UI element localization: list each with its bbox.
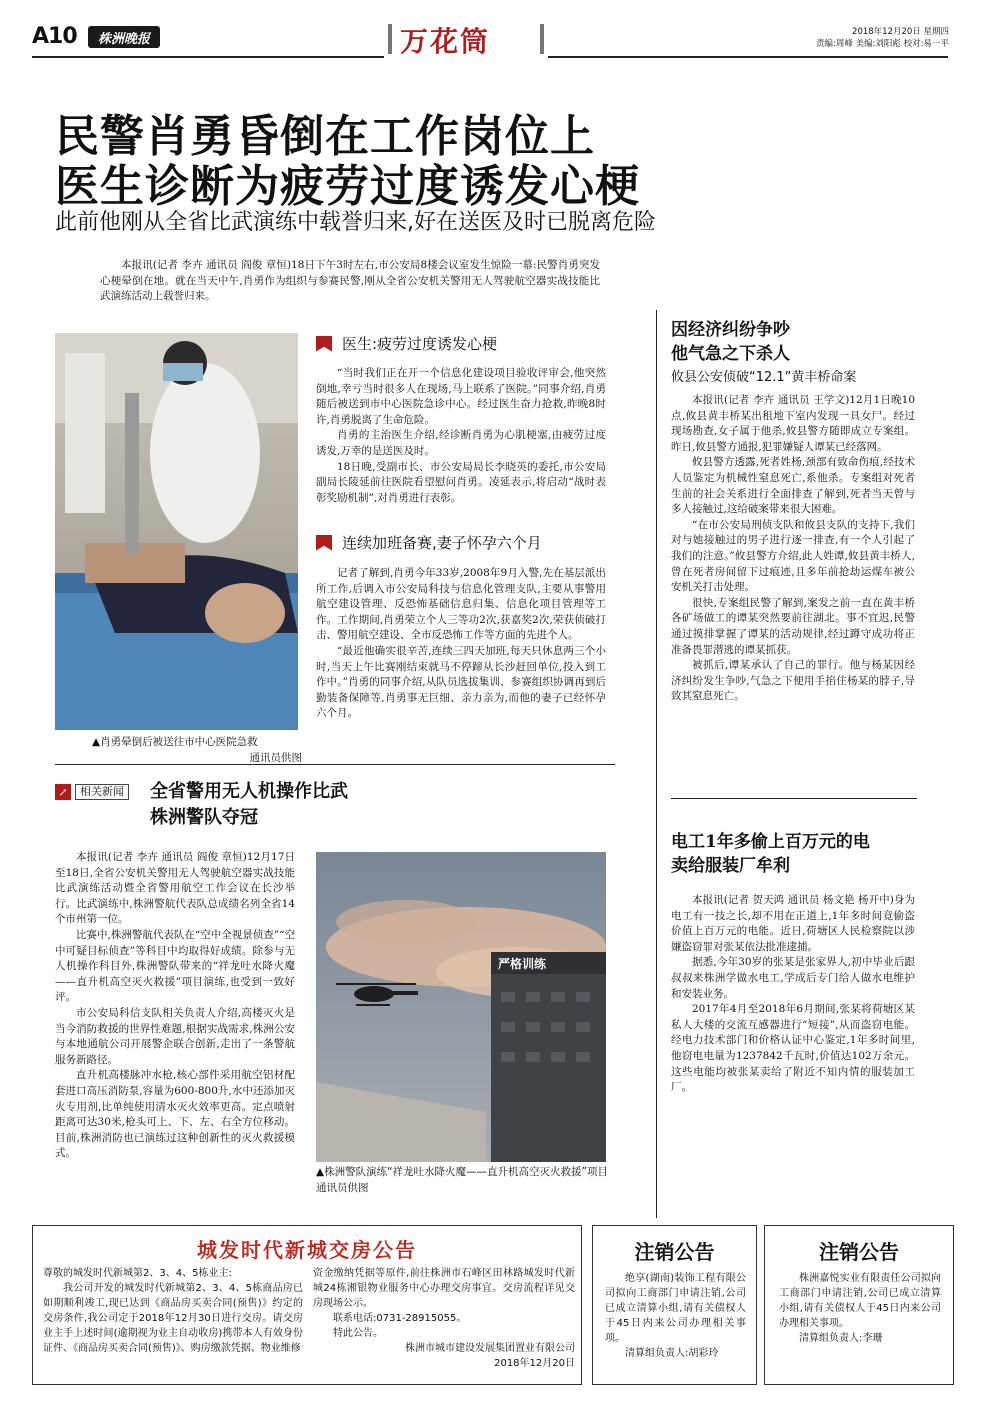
section-title: 万花筒 bbox=[400, 25, 491, 58]
side1-paragraph: “在市公安局刑侦支队和攸县支队的支持下,我们对与她接触过的男子进行逐一排查,有一个人引起了我们的注意。”攸县警方介绍,此人姓谭,攸县黄丰桥人,曾在死者房间留下过痕迹,且多年前抢劫运煤车被公安机关打击处理。 bbox=[671, 518, 915, 594]
lead-paragraph: “当时我们正在开一个信息化建设项目验收评审会,他突然倒地,幸亏当时很多人在现场,马上联系了医院。”同事介绍,肖勇随后被送到市中心医院急诊中心。经过医生奋力抢救,昨晚8时许,肖勇脱离了生命危险。 bbox=[316, 367, 606, 426]
notice-handover-body-left: 我公司开发的城发时代新城第2、3、4、5栋商品房已如期顺利竣工,现已达到《商品房买卖合同(预售)》约定的交房条件,我公司定于2018年12月30日进行交房。请交房业主手上述时间(逾期视为业主自动收房)携带本人有效身份证件、《商品房买卖合同(预售)》、购房缴款凭据、物业维修 bbox=[43, 1283, 303, 1354]
lead-paragraph: 18日晚,受副市长、市公安局局长李晓英的委托,市公安局副局长陵延前往医院看望慰问肖勇。凌延表示,将启动“战时表彰奖励机制”,对肖勇进行表彰。 bbox=[316, 460, 606, 504]
side1-headline-line1: 因经济纠纷争吵 bbox=[671, 320, 790, 340]
notice-handover-title: 城发时代新城交房公告 bbox=[197, 1238, 417, 1262]
lead-subheadline: 此前他刚从全省比武演练中载誉归来,好在送医及时已脱离危险 bbox=[55, 210, 656, 235]
masthead-bar-right bbox=[540, 24, 544, 54]
notice-dereg-1-body: 绝享(湖南)装饰工程有限公司拟向工商部门申请注销,公司已成立清算小组,请有关债权人于45日内来公司办理相关事项。 bbox=[605, 1273, 746, 1344]
side1-headline-line2: 他气急之下杀人 bbox=[671, 344, 790, 364]
related-paragraph: 比赛中,株洲警航代表队在“空中全视景侦查”“空中可疑目标侦查”等科目中均取得好成绩。除参与无人机操作科目外,株洲警队带来的“祥龙吐水降火魔——直升机高空灭火救援”项目演练,也受到一致好评。 bbox=[55, 928, 295, 1004]
editor-credits: 责编:周峰 美编:刘阳彪 校对:易一平 bbox=[816, 39, 949, 49]
related-headline-line1: 全省警用无人机操作比武 bbox=[150, 781, 348, 802]
column-divider bbox=[656, 310, 657, 1218]
masthead-rule-left bbox=[32, 56, 384, 58]
notice-handover-right bbox=[313, 1266, 575, 1371]
related-news-label: 相关新闻 bbox=[75, 784, 129, 800]
side1-paragraph: 被抓后,谭某承认了自己的罪行。他与杨某因经济纠纷发生争吵,气急之下便用手掐住杨某的脖子,导致其窒息死亡。 bbox=[671, 659, 915, 703]
paper-logo: 株洲晚报 bbox=[88, 26, 160, 48]
issue-date: 2018年12月20日 星期四 bbox=[852, 27, 949, 37]
notice-dereg-1 bbox=[592, 1225, 757, 1385]
lead-subhead-doctor-text: 医生:疲劳过度诱发心梗 bbox=[342, 335, 498, 353]
side2-headline-line2: 卖给服装厂牟利 bbox=[671, 856, 790, 876]
related-paragraph: 直升机高楼脉冲水枪,核心部件采用航空铝材配套进口高压消防泵,容量为600-800升,水中还添加灭火专用剂,比单纯使用清水灭火效率更高。定点喷射距离可达30米,枪头可上、下、左、右全方位移动。目前,株洲消防也已演练过这种创新性的灭火救援模式。 bbox=[55, 1069, 295, 1160]
related-news-tag bbox=[55, 784, 129, 800]
related-arrow-icon: ↗ bbox=[55, 784, 71, 800]
lead-intro bbox=[100, 258, 600, 305]
side1-body bbox=[671, 393, 915, 705]
side2-paragraph: 2017年4月至2018年6月期间,张某将荷塘区某私人大楼的交流互感器进行“短接”,从而盗窃电能。经电力技术部门和价格认证中心鉴定,1年多时间里,他窃电电量为1237842千瓦时,价值达102万余元。这些电能均被张某卖给了附近不知内情的服装加工厂。 bbox=[671, 1003, 915, 1094]
lead-subhead-doctor bbox=[316, 333, 497, 354]
related-body bbox=[55, 850, 295, 1162]
related-top-rule bbox=[55, 764, 615, 765]
lead-subhead-overtime-text: 连续加班备赛,妻子怀孕六个月 bbox=[342, 534, 542, 552]
side1-subheadline: 攸县公安侦破“12.1”黄丰桥命案 bbox=[671, 370, 857, 385]
hospital-photo-credit: 通讯员供图 bbox=[249, 752, 302, 764]
lead-headline-line1: 民警肖勇昏倒在工作岗位上 bbox=[55, 111, 595, 162]
banner-text: 严格训练 bbox=[498, 957, 547, 971]
lead-paragraph: 肖勇的主治医生介绍,经诊断肖勇为心肌梗塞,由疲劳过度诱发,万幸的是送医及时。 bbox=[316, 429, 606, 457]
notice-dereg-2-contact: 清算组负责人:李珊 bbox=[799, 1333, 883, 1344]
lead-section-overtime bbox=[316, 566, 606, 722]
lead-paragraph: “最近他确实很辛苦,连续三四天加班,每天只休息两三个小时,当天上午比赛刚结束就马不停蹄从长沙赶回单位,投入到工作中。”肖勇的同事介绍,从队员选拔集训、参赛组织协调再到后勤装备保障等,肖勇事无巨细、亲力亲为,而他的妻子已经怀孕六个月。 bbox=[316, 644, 606, 720]
side1-paragraph: 很快,专案组民警了解到,案发之前一直在黄丰桥各矿场做工的谭某突然要前往湖北。事不宜迟,民警通过摸排掌握了谭某的活动规律,经过蹲守成功将正准备畏罪潜逃的谭某抓获。 bbox=[671, 596, 915, 656]
subhead-marker-icon bbox=[316, 336, 332, 352]
notice-dereg-2-body: 株洲嘉悦实业有限责任公司拟向工商部门申请注销,公司已成立清算小组,请有关债权人于45日内来公司办理相关事项。 bbox=[779, 1273, 941, 1329]
hospital-photo-caption-text: ▲肖勇晕倒后被送往市中心医院急救 bbox=[92, 736, 258, 748]
notice-dereg-2-title: 注销公告 bbox=[819, 1240, 899, 1264]
hospital-photo-image bbox=[55, 333, 298, 730]
lead-paragraph: 记者了解到,肖勇今年33岁,2008年9月入警,先在基层派出所工作,后调入市公安局科技与信息化管理支队,主要从事警用航空建设管理、反恐怖基础信息归集、信息化项目管理等工作。工作期间,肖勇荣立个人三等功2次,获嘉奖2次,荣获侦破打击、警用航空建设、全市反恐怖工作等方面的先进个人。 bbox=[316, 567, 606, 642]
related-paragraph: 市公安局科信支队相关负责人介绍,高楼灭火是当今消防救援的世界性难题,根据实战需求,株洲公安与本地通航公司开展警企联合创新,走出了一条警航服务新路径。 bbox=[55, 1006, 295, 1066]
side1-paragraph: 攸县警方透露,死者姓杨,颈部有致命伤痕,经技术人员鉴定为机械性窒息死亡,系他杀。专案组对死者生前的社会关系进行全面排查了解到,死者当天曾与多人接触过,这给破案带来很大困难。 bbox=[671, 456, 915, 516]
masthead-rule-right bbox=[548, 56, 948, 58]
masthead-bar-left bbox=[388, 24, 392, 54]
notice-handover-left bbox=[43, 1266, 303, 1356]
notice-dereg-1-contact: 清算组负责人:胡彩玲 bbox=[625, 1348, 719, 1359]
lead-subhead-overtime bbox=[316, 532, 542, 553]
side2-body bbox=[671, 893, 915, 1096]
masthead-info bbox=[816, 26, 949, 50]
notice-handover-body-right: 资金缴纳凭据等原件,前往株洲市石峰区田林路城发时代新城24栋湘银物业服务中心办理交房事宜。交房流程详见交房现场公示。 bbox=[313, 1268, 575, 1309]
notice-handover-date: 2018年12月20日 bbox=[494, 1358, 575, 1369]
notice-handover-closing: 特此公告。 bbox=[333, 1328, 383, 1339]
hospital-photo-caption bbox=[92, 734, 302, 766]
notice-handover-signature: 株洲市城市建设发展集团置业有限公司 bbox=[405, 1343, 575, 1354]
related-headline-line2: 株洲警队夺冠 bbox=[150, 807, 258, 828]
lead-section-doctor bbox=[316, 366, 606, 506]
side1-paragraph: 本报讯(记者 李卉 通讯员 王学文)12月1日晚10点,攸县黄丰桥某出租地下室内发现一具女尸。经过现场勘查,女子属于他杀,攸县警方随即成立专案组。昨日,攸县警方通报,犯罪嫌疑人谭某已经落网。 bbox=[671, 394, 915, 453]
related-paragraph: 本报讯(记者 李卉 通讯员 阎俊 章恒)12月17日至18日,全省公安机关警用无人驾驶航空器实战技能比武演练活动暨全省警用航空工作会议在长沙举行。比武演练中,株洲警航代表队总成绩名列全省14个市州第一位。 bbox=[55, 851, 295, 926]
hospital-photo bbox=[55, 333, 298, 730]
lead-headline-line2: 医生诊断为疲劳过度诱发心梗 bbox=[55, 161, 640, 212]
notice-dereg-1-title: 注销公告 bbox=[634, 1240, 715, 1264]
lead-intro-paragraph: 本报讯(记者 李卉 通讯员 阎俊 章恒)18日下午3时左右,市公安局8楼会议室发生惊险一幕:民警肖勇突发心梗晕倒在地。就在当天中午,肖勇作为组织与参赛民警,刚从全省公安机关警用无人驾驶航空器实战技能比武演练活动上载誉归来。 bbox=[100, 259, 600, 303]
helicopter-photo-image bbox=[316, 852, 606, 1162]
notice-handover-phone: 联系电话:0731-28915055。 bbox=[333, 1313, 467, 1324]
side-divider-rule bbox=[671, 798, 917, 799]
helicopter-photo-caption: ▲株洲警队演练“祥龙吐水降火魔——直升机高空灭火救援”项目 通讯员供图 bbox=[316, 1166, 608, 1194]
side2-headline-line1: 电工1年多偷上百万元的电 bbox=[671, 832, 870, 852]
helicopter-photo bbox=[316, 852, 606, 1162]
page-number: A10 bbox=[32, 24, 77, 49]
notice-handover-greeting: 尊敬的城发时代新城第2、3、4、5栋业主: bbox=[43, 1268, 232, 1279]
subhead-marker-icon bbox=[316, 535, 332, 551]
side2-paragraph: 据悉,今年30岁的张某是张家界人,初中毕业后跟叔叔来株洲学做水电工,学成后专门给人做水电维护和安装业务。 bbox=[671, 956, 915, 1000]
notice-dereg-2 bbox=[764, 1225, 954, 1385]
side2-paragraph: 本报讯(记者 贺天鸿 通讯员 杨文艳 杨开中)身为电工有一技之长,却不用在正道上,1年多时间竟偷盗价值上百万元的电能。近日,荷塘区人民检察院以涉嫌盗窃罪对张某依法批准逮捕。 bbox=[671, 894, 915, 953]
notice-handover bbox=[32, 1225, 582, 1385]
